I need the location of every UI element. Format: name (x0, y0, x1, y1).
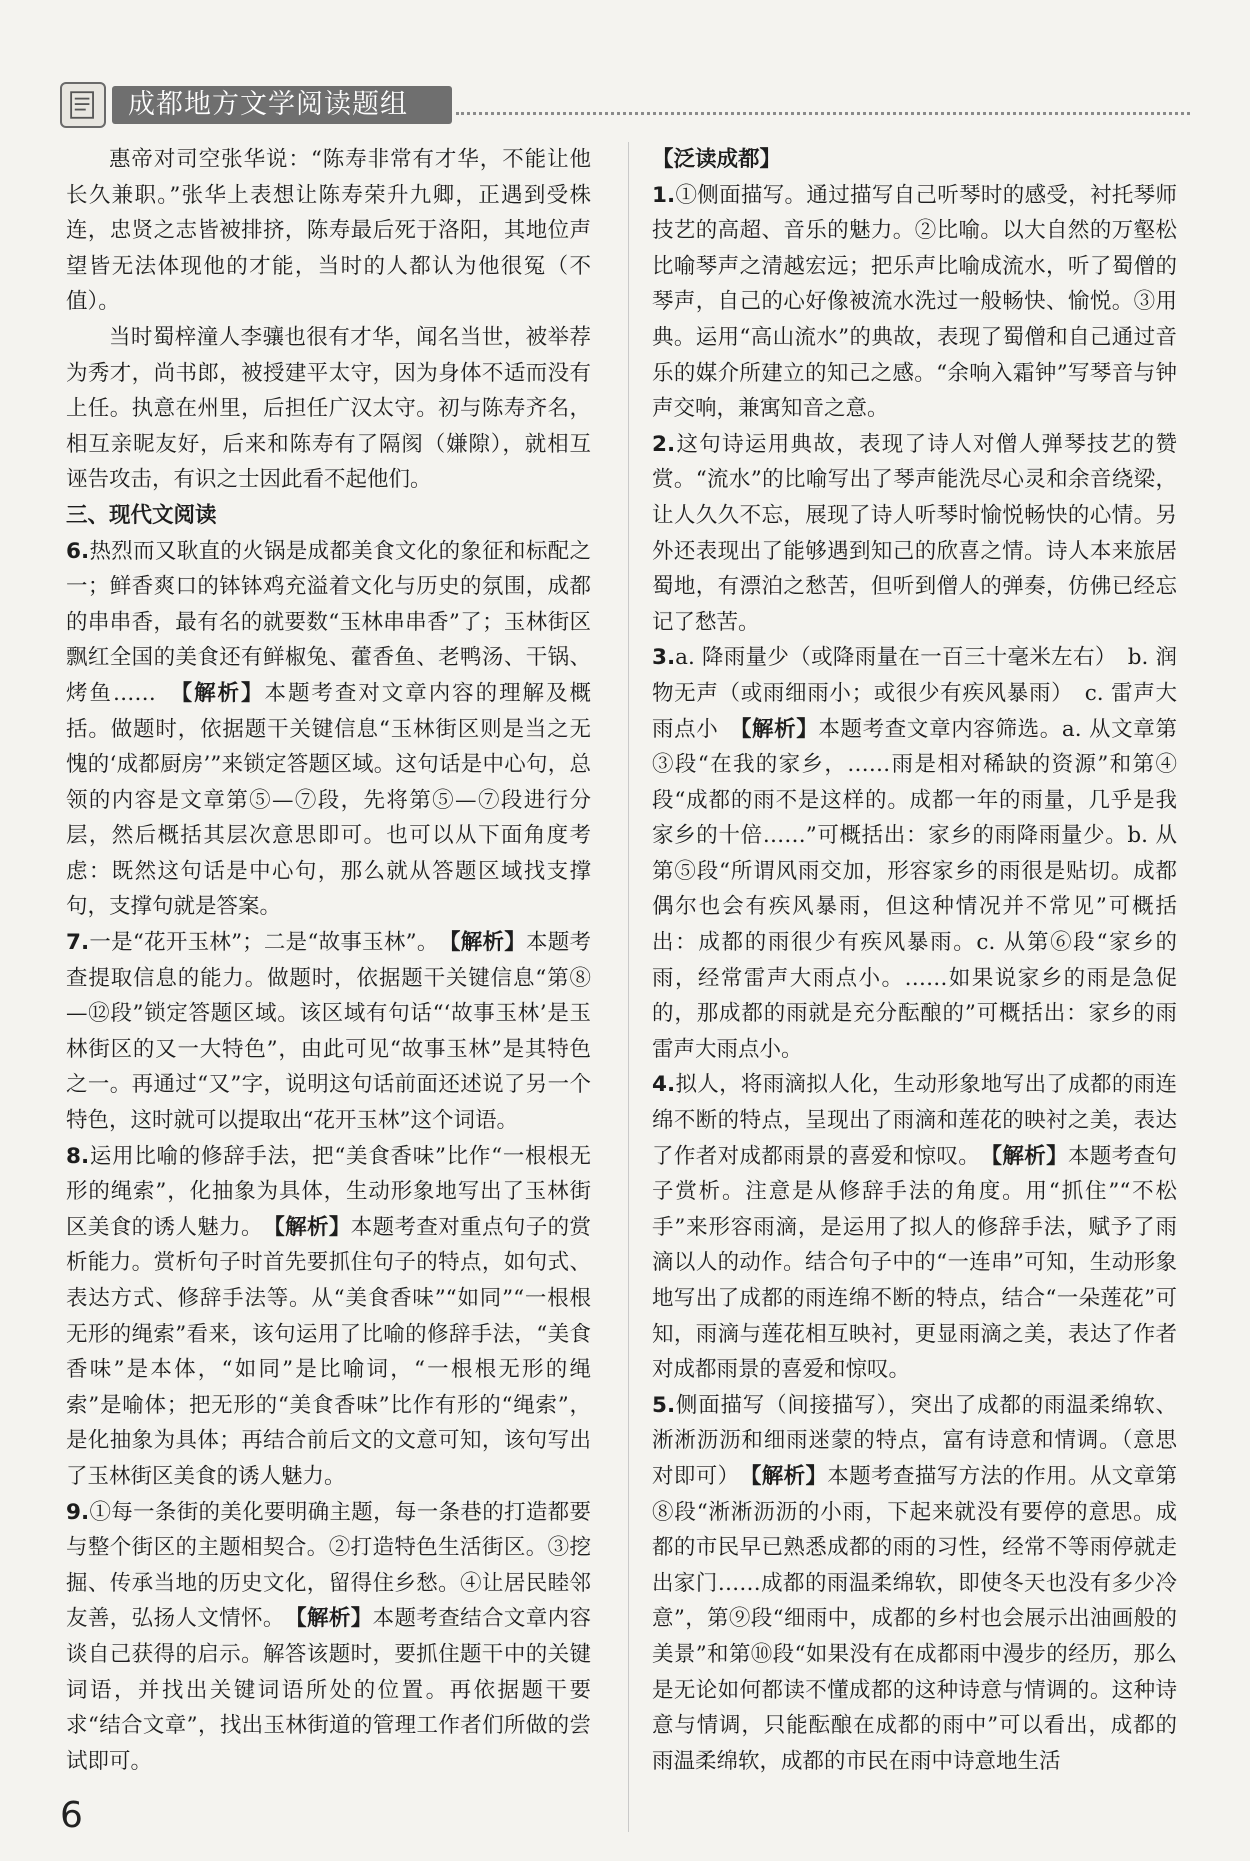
analysis-tag: 【解析】 (750, 1463, 828, 1489)
answer-text: a. 降雨量少（或降雨量在一百三十毫米左右） b. 润物无声（或雨细雨小；或很少有疾风暴雨） c. 雷声大雨点小 (652, 645, 1177, 742)
answer-6 (66, 534, 591, 926)
translation-paragraph-2: 当时蜀梓潼人李骧也很有才华，闻名当世，被举荐为秀才，尚书郎，被授建平太守，因为身体不适而没有上任。执意在州里，后担任广汉太守。初与陈寿齐名，相互亲昵友好，后来和陈寿有了隔阂（嫌隙），就相互诬告攻击，有识之士因此看不起他们。 (66, 324, 591, 493)
answer-text: 侧面描写（间接描写），突出了成都的雨温柔绵软、淅淅沥沥和细雨迷蒙的特点，富有诗意和情调。（意思对即可） (652, 1392, 1177, 1489)
analysis-tag: 【解析】 (449, 930, 526, 956)
analysis-text: 本题考查对重点句子的赏析能力。赏析句子时首先要抓住句子的特点，如句式、表达方式、修辞手法等。从“美食香味”“如同”“一根根无形的绳索”看来，该句运用了比喻的修辞手法，“美食香味”是本体，“如同”是比喻词，“一根根无形的绳索”是喻体；把无形的“美食香味”比作有形的“绳索”，是化抽象为具体；再结合前后文的文意可知，该句写出了玉林街区美食的诱人魅力。 (66, 1214, 591, 1489)
question-number: 4. (652, 1072, 676, 1098)
analysis-tag: 【解析】 (740, 716, 819, 742)
question-number: 3. (652, 645, 676, 671)
header-title: 成都地方文学阅读题组 (112, 86, 452, 124)
page-header (60, 82, 1190, 128)
answer-text: 热烈而又耿直的火锅是成都美食文化的象征和标配之一；鲜香爽口的钵钵鸡充溢着文化与历史的氛围，成都的串串香，最有名的就要数“玉林串串香”了；玉林街区飘红全国的美食还有鲜椒兔、藿香鱼、老鸭汤、干锅、烤鱼…… (66, 538, 591, 706)
answer-text: 一是“花开玉林”；二是“故事玉林”。 (89, 930, 428, 956)
book-logo-icon (60, 82, 106, 128)
answer-7 (66, 925, 591, 1139)
analysis-text: 本题考查文章内容筛选。a. 从文章第③段“在我的家乡，……雨是相对稀缺的资源”和第④段“成都的雨不是这样的。成都一年的雨量，几乎是我家乡的十倍……”可概括出：家乡的雨降雨量少。b. 从第⑤段“所谓风雨交加，形容家乡的雨很是贴切。成都偶尔也会有疾风暴雨，但这种情况并不常见”可概括出：成都的雨很少有疾风暴雨。c. 从第⑥段“家乡的雨，经常雷声大雨点小。……如果说家乡的雨是急促的，那成都的雨就是充分酝酿的”可概括出：家乡的雨雷声大雨点小。 (652, 716, 1177, 1062)
translation-paragraph-1: 惠帝对司空张华说：“陈寿非常有才华，不能让他长久兼职。”张华上表想让陈寿荣升九卿，正遇到受株连，忠贤之志皆被排挤，陈寿最后死于洛阳，其地位声望皆无法体现他的才能，当时的人都认为他很冤（不值）。 (66, 147, 591, 315)
answer-4 (652, 1067, 1177, 1387)
analysis-text: 本题考查对文章内容的理解及概括。做题时，依据题干关键信息“玉林街区则是当之无愧的‘成都厨房’”来锁定答题区域。这句话是中心句，总领的内容是文章第⑤—⑦段，先将第⑤—⑦段进行分层，然后概括其层次意思即可。也可以从下面角度考虑：既然这句话是中心句，那么就从答题区域找支撑句，支撑句就是答案。 (66, 680, 591, 920)
answer-text: ①每一条街的美化要明确主题，每一条巷的打造都要与整个街区的主题相契合。②打造特色生活街区。③挖掘、传承当地的历史文化，留得住乡愁。④让居民睦邻友善，弘扬人文情怀。 (66, 1499, 591, 1632)
question-number: 8. (66, 1143, 90, 1169)
analysis-text: 本题考查描写方法的作用。从文章第⑧段“淅淅沥沥的小雨，下起来就没有要停的意思。成都的市民早已熟悉成都的雨的习性，经常不等雨停就走出家门……成都的雨温柔绵软，即使冬天也没有多少冷意”，第⑨段“细雨中，成都的乡村也会展示出油画般的美景”和第⑩段“如果没有在成都雨中漫步的经历，那么是无论如何都读不懂成都的这种诗意与情调的。这种诗意与情调，只能酝酿在成都的雨中”可以看出，成都的雨温柔绵软，成都的市民在雨中诗意地生活 (652, 1463, 1177, 1774)
answer-1 (652, 178, 1177, 427)
right-column (652, 142, 1177, 1779)
answer-2 (652, 427, 1177, 641)
analysis-tag: 【解析】 (273, 1214, 351, 1240)
answer-5 (652, 1388, 1177, 1780)
section-heading: 三、现代文阅读 (66, 502, 217, 528)
section-heading: 【泛读成都】 (652, 147, 782, 172)
analysis-tag: 【解析】 (295, 1606, 373, 1632)
question-number: 5. (652, 1392, 676, 1418)
left-column (66, 142, 591, 1779)
analysis-text: 本题考查句子赏析。注意是从修辞手法的角度。用“抓住”“不松手”来形容雨滴，是运用了拟人的修辞手法，赋予了雨滴以人的动作。结合句子中的“一连串”可知，生动形象地写出了成都的雨连绵不断的特点，结合“一朵莲花”可知，雨滴与莲花相互映衬，更显雨滴之美，表达了作者对成都雨景的喜爱和惊叹。 (652, 1143, 1177, 1383)
question-number: 9. (66, 1499, 90, 1525)
answer-8 (66, 1139, 591, 1495)
analysis-text: 本题考查结合文章内容谈自己获得的启示。解答该题时，要抓住题干中的关键词语，并找出关键词语所处的位置。再依据题干要求“结合文章”，找出玉林街道的管理工作者们所做的尝试即可。 (66, 1606, 591, 1774)
question-number: 6. (66, 538, 90, 564)
analysis-text: 本题考查提取信息的能力。做题时，依据题干关键信息“第⑧—⑫段”锁定答题区域。该区域有句话“‘故事玉林’是玉林街区的又一大特色”，由此可见“故事玉林”是其特色之一。再通过“又”字，说明这句话前面还述说了另一个特色，这时就可以提取出“花开玉林”这个词语。 (66, 930, 591, 1134)
header-dotted-rule (456, 112, 1190, 115)
column-divider (628, 142, 629, 1832)
question-number: 2. (652, 431, 676, 457)
analysis-tag: 【解析】 (991, 1143, 1068, 1169)
answer-9 (66, 1495, 591, 1780)
answer-text: 这句诗运用典故，表现了诗人对僧人弹琴技艺的赞赏。“流水”的比喻写出了琴声能洗尽心灵和余音绕梁，让人久久不忘，展现了诗人听琴时愉悦畅快的心情。另外还表现出了能够遇到知己的欣喜之情。诗人本来旅居蜀地，有漂泊之愁苦，但听到僧人的弹奏，仿佛已经忘记了愁苦。 (652, 431, 1177, 635)
question-number: 7. (66, 930, 90, 956)
analysis-tag: 【解析】 (181, 680, 265, 706)
answer-text: 运用比喻的修辞手法，把“美食香味”比作“一根根无形的绳索”，化抽象为具体，生动形象地写出了玉林街区美食的诱人魅力。 (66, 1143, 591, 1240)
question-number: 1. (652, 182, 676, 208)
answer-text: ①侧面描写。通过描写自己听琴时的感受，衬托琴师技艺的高超、音乐的魅力。②比喻。以大自然的万壑松比喻琴声之清越宏远；把乐声比喻成流水，听了蜀僧的琴声，自己的心好像被流水洗过一般畅快、愉悦。③用典。运用“高山流水”的典故，表现了蜀僧和自己通过音乐的媒介所建立的知己之感。“余响入霜钟”写琴音与钟声交响，兼寓知音之意。 (652, 182, 1177, 422)
page-number: 6 (60, 1795, 83, 1836)
answer-3 (652, 640, 1177, 1067)
answer-text: 拟人，将雨滴拟人化，生动形象地写出了成都的雨连绵不断的特点，呈现出了雨滴和莲花的映衬之美，表达了作者对成都雨景的喜爱和惊叹。 (652, 1072, 1177, 1169)
